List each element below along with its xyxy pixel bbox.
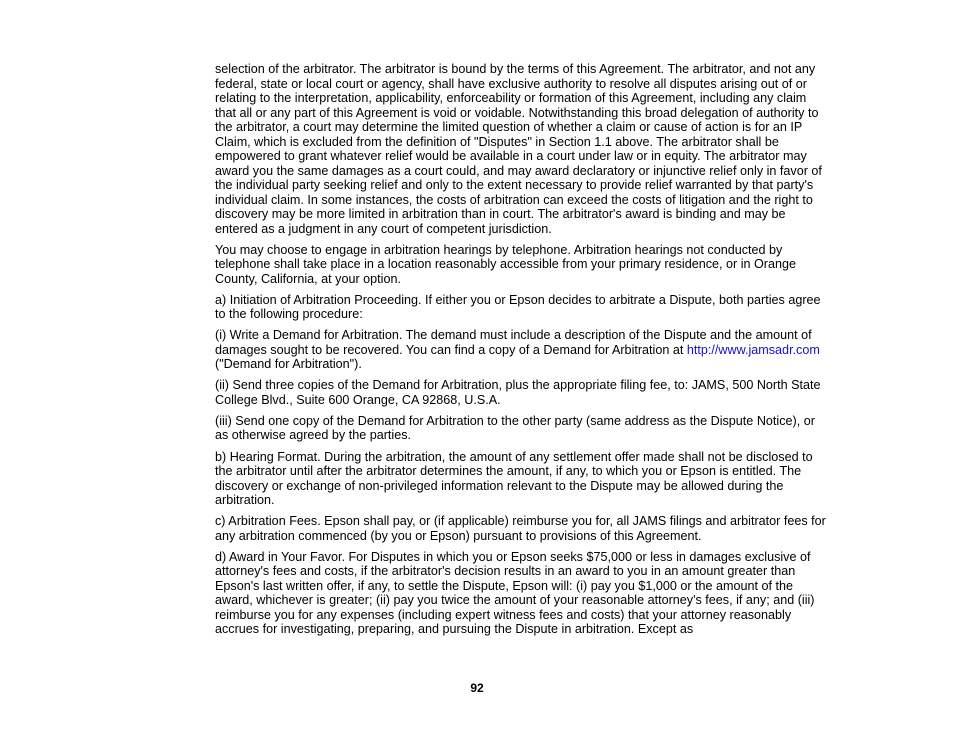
paragraph-hearing-format: b) Hearing Format. During the arbitration, the amount of any settlement offer made shall not be disclosed to the arbitrator until after the arbitrator determines the amount, if any, to which you or Epson is entitled. The discovery or exchange of non-privileged information relevant to the Dispute may be allowed during the arbitration. — [215, 449, 813, 508]
paragraph-send-one-copy: (iii) Send one copy of the Demand for Arbitration to the other party (same address as the Dispute Notice), or as otherwise agreed by the parties. — [215, 413, 815, 443]
paragraph-initiation: a) Initiation of Arbitration Proceeding. If either you or Epson decides to arbitrate a Dispute, both parties agree to the following procedure: — [215, 292, 821, 322]
paragraph-send-copies: (ii) Send three copies of the Demand for Arbitration, plus the appropriate filing fee, to: JAMS, 500 North State College Blvd., Suite 600 Orange, CA 92868, U.S.A. — [215, 378, 821, 407]
page-number: 92 — [470, 681, 484, 695]
paragraph-arbitration-fees: c) Arbitration Fees. Epson shall pay, or (if applicable) reimburse you for, all JAMS filings and arbitrator fees for any arbitration commenced (by you or Epson) pursuant to provisions of this Agreement. — [215, 514, 826, 543]
paragraph-write-demand-suffix: ("Demand for Arbitration"). — [215, 357, 362, 372]
document-body — [215, 62, 827, 643]
paragraph-arbitrator-authority: selection of the arbitrator. The arbitrator is bound by the terms of this Agreement. The arbitrator, and not any federal, state or local court or agency, shall have exclusive authority to resolve all disputes arising out of or relating to the interpretation, applicability, enforceability or formation of this Agreement, including any claim that all or any part of this Agreement is void or voidable. Notwithstanding this broad delegation of authority to the arbitrator, a court may determine the limited question of whether a claim or cause of action is for an IP Claim, which is excluded from the definition of "Disputes" in Section 1.1 above. The arbitrator shall be empowered to grant whatever relief would be available in a court under law or in equity. The arbitrator may award you the same damages as a court could, and may award declaratory or injunctive relief only in favor of the individual party seeking relief and only to the extent necessary to provide relief warranted by that party's individual claim. In some instances, the costs of arbitration can exceed the costs of litigation and the right to discovery may be more limited in arbitration than in court. The arbitrator's award is binding and may be entered as a judgment in any court of competent jurisdiction. — [215, 62, 822, 236]
paragraph-write-demand — [215, 328, 827, 372]
paragraph-write-demand-text: (i) Write a Demand for Arbitration. The demand must include a description of the Dispute and the amount of damages sought to be recovered. You can find a copy of a Demand for Arbitration at — [215, 328, 812, 357]
paragraph-award: d) Award in Your Favor. For Disputes in which you or Epson seeks $75,000 or less in damages exclusive of attorney's fees and costs, if the arbitrator's decision results in an award to you in an amount greater than Epson's last written offer, if any, to settle the Dispute, Epson will: (i) pay you $1,000 or the amount of the award, whichever is greater; (ii) pay you twice the amount of your reasonable attorney's fees, if any; and (iii) reimburse you for any expenses (including expert witness fees and costs) that your attorney reasonably accrues for investigating, preparing, and pursuing the Dispute in arbitration. Except as — [215, 549, 815, 637]
paragraph-telephone-hearings: You may choose to engage in arbitration hearings by telephone. Arbitration hearings not conducted by telephone shall take place in a location reasonably accessible from your primary residence, or in Orange County, California, at your option. — [215, 242, 797, 286]
jamsadr-link[interactable]: http://www.jamsadr.com — [686, 342, 820, 357]
